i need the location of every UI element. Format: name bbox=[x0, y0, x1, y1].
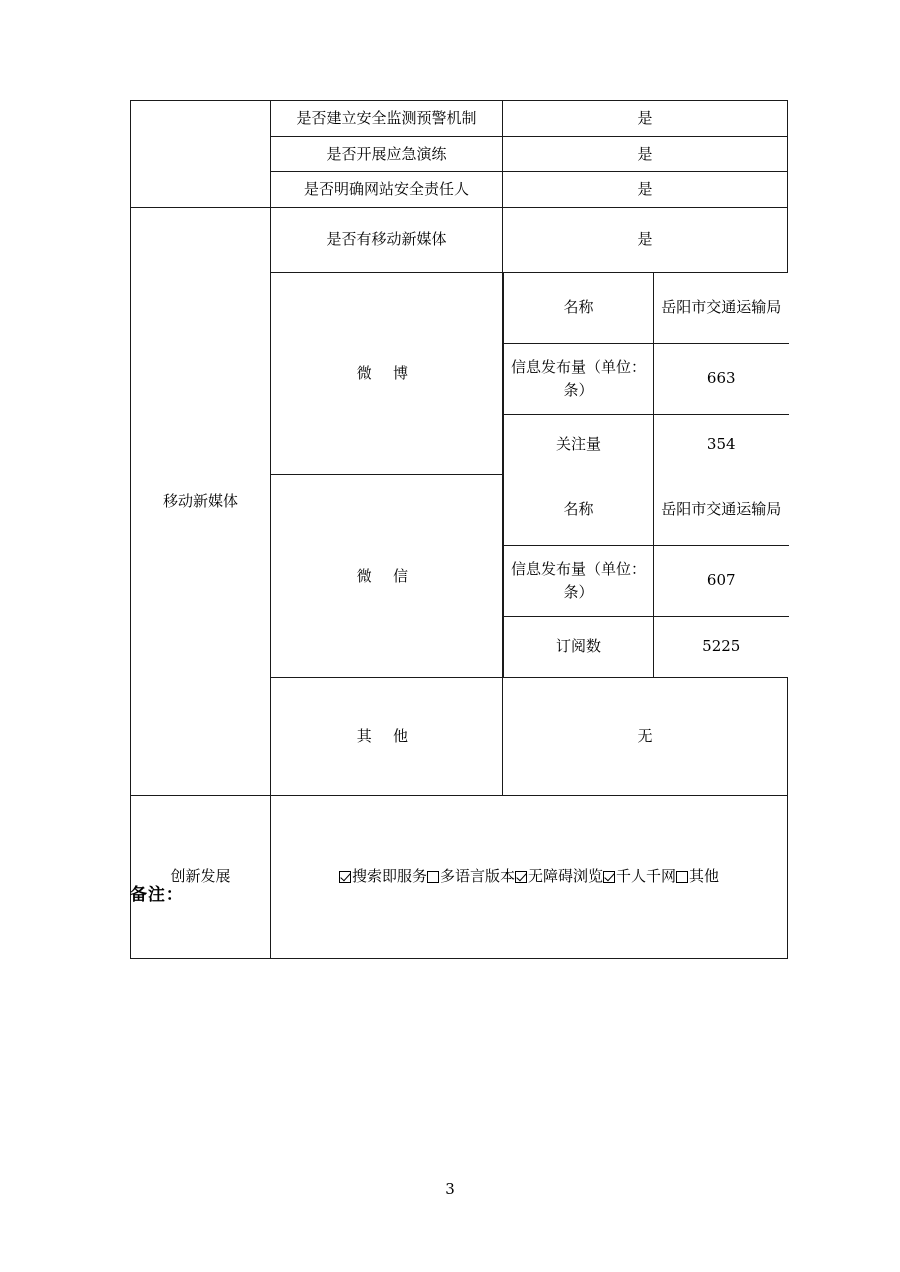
innovation-checkbox-group bbox=[275, 865, 783, 888]
remarks-label: 备注： bbox=[130, 885, 184, 905]
checkbox-item-accessibility[interactable] bbox=[515, 865, 603, 888]
security-row-2-label: 是否明确网站安全责任人 bbox=[271, 172, 503, 208]
table-row bbox=[504, 545, 789, 616]
checkbox-label: 其他 bbox=[689, 867, 720, 886]
page-number: 3 bbox=[445, 1180, 455, 1198]
has-mobile-media-label: 是否有移动新媒体 bbox=[271, 207, 503, 272]
weibo-followers-value: 354 bbox=[654, 414, 789, 475]
weibo-name-key: 名称 bbox=[504, 273, 654, 344]
checkbox-icon[interactable] bbox=[515, 871, 527, 883]
table-row bbox=[131, 207, 788, 272]
mobile-media-section-label: 移动新媒体 bbox=[131, 207, 271, 795]
table-row bbox=[504, 343, 789, 414]
weixin-details bbox=[503, 475, 788, 678]
table-row bbox=[131, 101, 788, 137]
weixin-subscribers-value: 5225 bbox=[654, 616, 789, 677]
other-media-label: 其 他 bbox=[271, 677, 503, 795]
checkbox-icon[interactable] bbox=[427, 871, 439, 883]
checkbox-icon[interactable] bbox=[603, 871, 615, 883]
security-row-0-value: 是 bbox=[503, 101, 788, 137]
checkbox-label: 无障碍浏览 bbox=[528, 867, 604, 886]
report-table bbox=[130, 100, 788, 959]
checkbox-item-personalized[interactable] bbox=[603, 865, 676, 888]
checkbox-label: 千人千网 bbox=[616, 867, 677, 886]
weibo-details bbox=[503, 272, 788, 475]
weibo-followers-key: 关注量 bbox=[504, 414, 654, 475]
table-row bbox=[504, 273, 789, 344]
checkbox-item-search-as-service[interactable] bbox=[339, 865, 427, 888]
weixin-posts-key: 信息发布量（单位：条） bbox=[504, 545, 654, 616]
weixin-posts-value: 607 bbox=[654, 545, 789, 616]
security-row-0-label: 是否建立安全监测预警机制 bbox=[271, 101, 503, 137]
innovation-options-cell bbox=[271, 795, 788, 958]
weixin-name-key: 名称 bbox=[504, 475, 654, 546]
checkbox-label: 多语言版本 bbox=[439, 867, 515, 886]
weibo-posts-value: 663 bbox=[654, 343, 789, 414]
security-row-1-label: 是否开展应急演练 bbox=[271, 136, 503, 172]
weixin-subscribers-key: 订阅数 bbox=[504, 616, 654, 677]
table-row bbox=[504, 475, 789, 546]
weibo-name-value: 岳阳市交通运输局 bbox=[654, 273, 789, 344]
weixin-name-value: 岳阳市交通运输局 bbox=[654, 475, 789, 546]
checkbox-icon[interactable] bbox=[676, 871, 688, 883]
innovation-label: 创新发展 bbox=[131, 795, 271, 958]
checkbox-item-other[interactable] bbox=[676, 865, 719, 888]
checkbox-item-multilingual[interactable] bbox=[427, 865, 515, 888]
table-row bbox=[504, 414, 789, 475]
security-section-label bbox=[131, 101, 271, 208]
checkbox-label: 搜索即服务 bbox=[351, 867, 427, 886]
security-row-2-value: 是 bbox=[503, 172, 788, 208]
table-row bbox=[131, 795, 788, 958]
has-mobile-media-value: 是 bbox=[503, 207, 788, 272]
weixin-label: 微 信 bbox=[271, 475, 503, 678]
other-media-value: 无 bbox=[503, 677, 788, 795]
checkbox-icon[interactable] bbox=[339, 871, 351, 883]
weibo-label: 微 博 bbox=[271, 272, 503, 475]
weibo-posts-key: 信息发布量（单位：条） bbox=[504, 343, 654, 414]
security-row-1-value: 是 bbox=[503, 136, 788, 172]
table-row bbox=[504, 616, 789, 677]
